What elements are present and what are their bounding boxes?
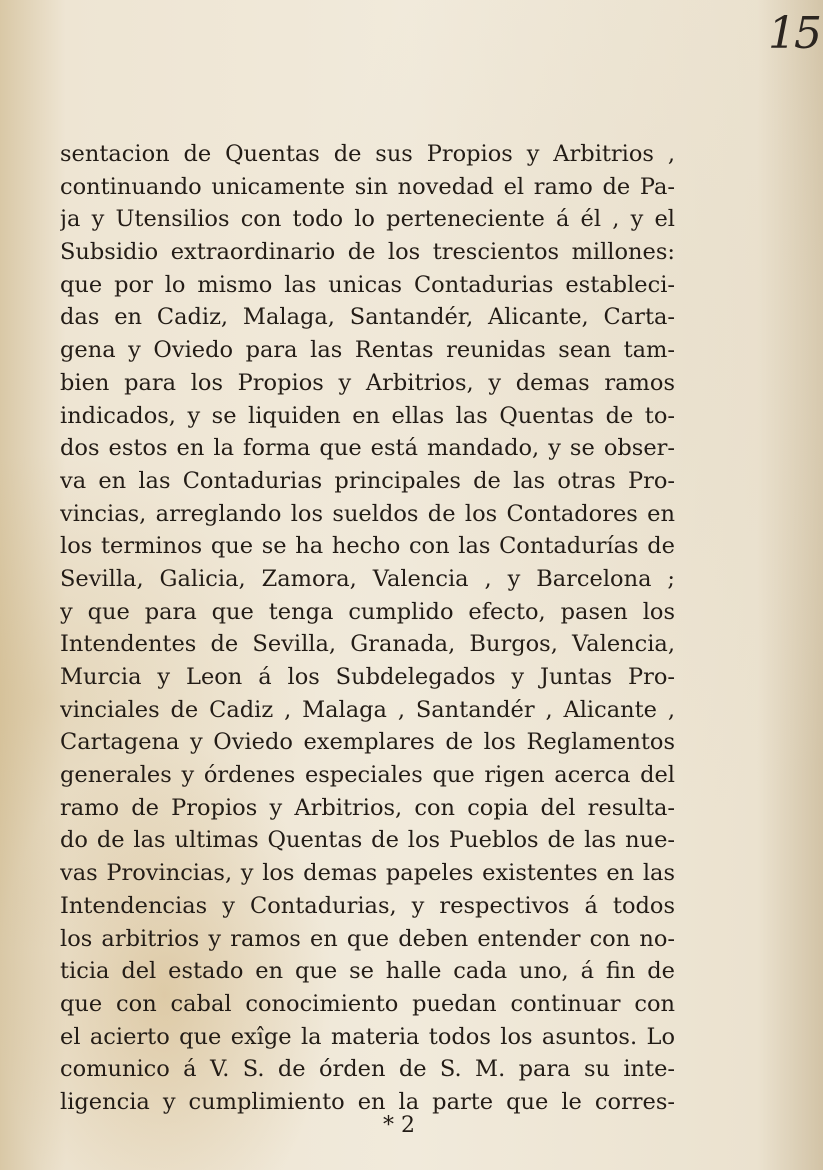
text-line: comunico á V. S. de órden de S. M. para su inte- <box>60 1056 675 1083</box>
text-line: sentacion de Quentas de sus Propios y Arbitrios , <box>60 141 675 167</box>
text-line: que con cabal conocimiento puedan continuar con <box>60 990 675 1017</box>
text-line: dos estos en la forma que está mandado, y se obser- <box>60 435 675 462</box>
text-line: los terminos que se ha hecho con las Contadurías de <box>60 533 675 560</box>
text-line: vincias, arreglando los sueldos de los Contadores en <box>60 500 675 527</box>
text-line: Sevilla, Galicia, Zamora, Valencia , y Barcelona ; <box>60 565 675 592</box>
text-line: vas Provincias, y los demas papeles existentes en las <box>60 860 675 887</box>
text-line: ramo de Propios y Arbitrios, con copia del resulta- <box>60 794 675 821</box>
text-line: vinciales de Cadiz , Malaga , Santandér , Alicante , <box>60 696 675 723</box>
text-line: los arbitrios y ramos en que deben entender con no- <box>60 925 675 952</box>
text-line: ligencia y cumplimiento en la parte que le corres- <box>60 1088 675 1115</box>
text-line: el acierto que exîge la materia todos los asuntos. Lo <box>60 1023 675 1050</box>
text-line: va en las Contadurias principales de las otras Pro- <box>60 467 675 494</box>
text-line: Intendentes de Sevilla, Granada, Burgos, Valencia, <box>60 631 675 658</box>
text-line: das en Cadiz, Malaga, Santandér, Alicante, Carta- <box>60 304 675 331</box>
text-line: do de las ultimas Quentas de los Pueblos de las nue- <box>60 827 675 854</box>
folio-number: 15 <box>768 8 820 59</box>
text-line: generales y órdenes especiales que rigen acerca del <box>60 762 675 789</box>
body-text <box>60 138 675 1119</box>
text-line: Intendencias y Contadurias, y respectivos á todos <box>60 892 675 919</box>
text-line: indicados, y se liquiden en ellas las Quentas de to- <box>60 402 675 429</box>
text-line: Murcia y Leon á los Subdelegados y Juntas Pro- <box>60 664 675 690</box>
text-line: bien para los Propios y Arbitrios, y demas ramos <box>60 369 675 396</box>
text-line: Cartagena y Oviedo exemplares de los Reglamentos <box>60 729 675 756</box>
text-line: gena y Oviedo para las Rentas reunidas sean tam- <box>60 337 675 364</box>
text-line: ticia del estado en que se halle cada uno, á fin de <box>60 958 675 985</box>
signature-mark: * 2 <box>383 1113 415 1138</box>
text-line: y que para que tenga cumplido efecto, pasen los <box>60 598 675 625</box>
text-line: que por lo mismo las unicas Contadurias estableci- <box>60 271 675 298</box>
text-line: ja y Utensilios con todo lo perteneciente á él , y el <box>60 206 675 233</box>
text-line: continuando unicamente sin novedad el ramo de Pa- <box>60 173 675 200</box>
text-line: Subsidio extraordinario de los trescientos millones: <box>60 239 675 266</box>
